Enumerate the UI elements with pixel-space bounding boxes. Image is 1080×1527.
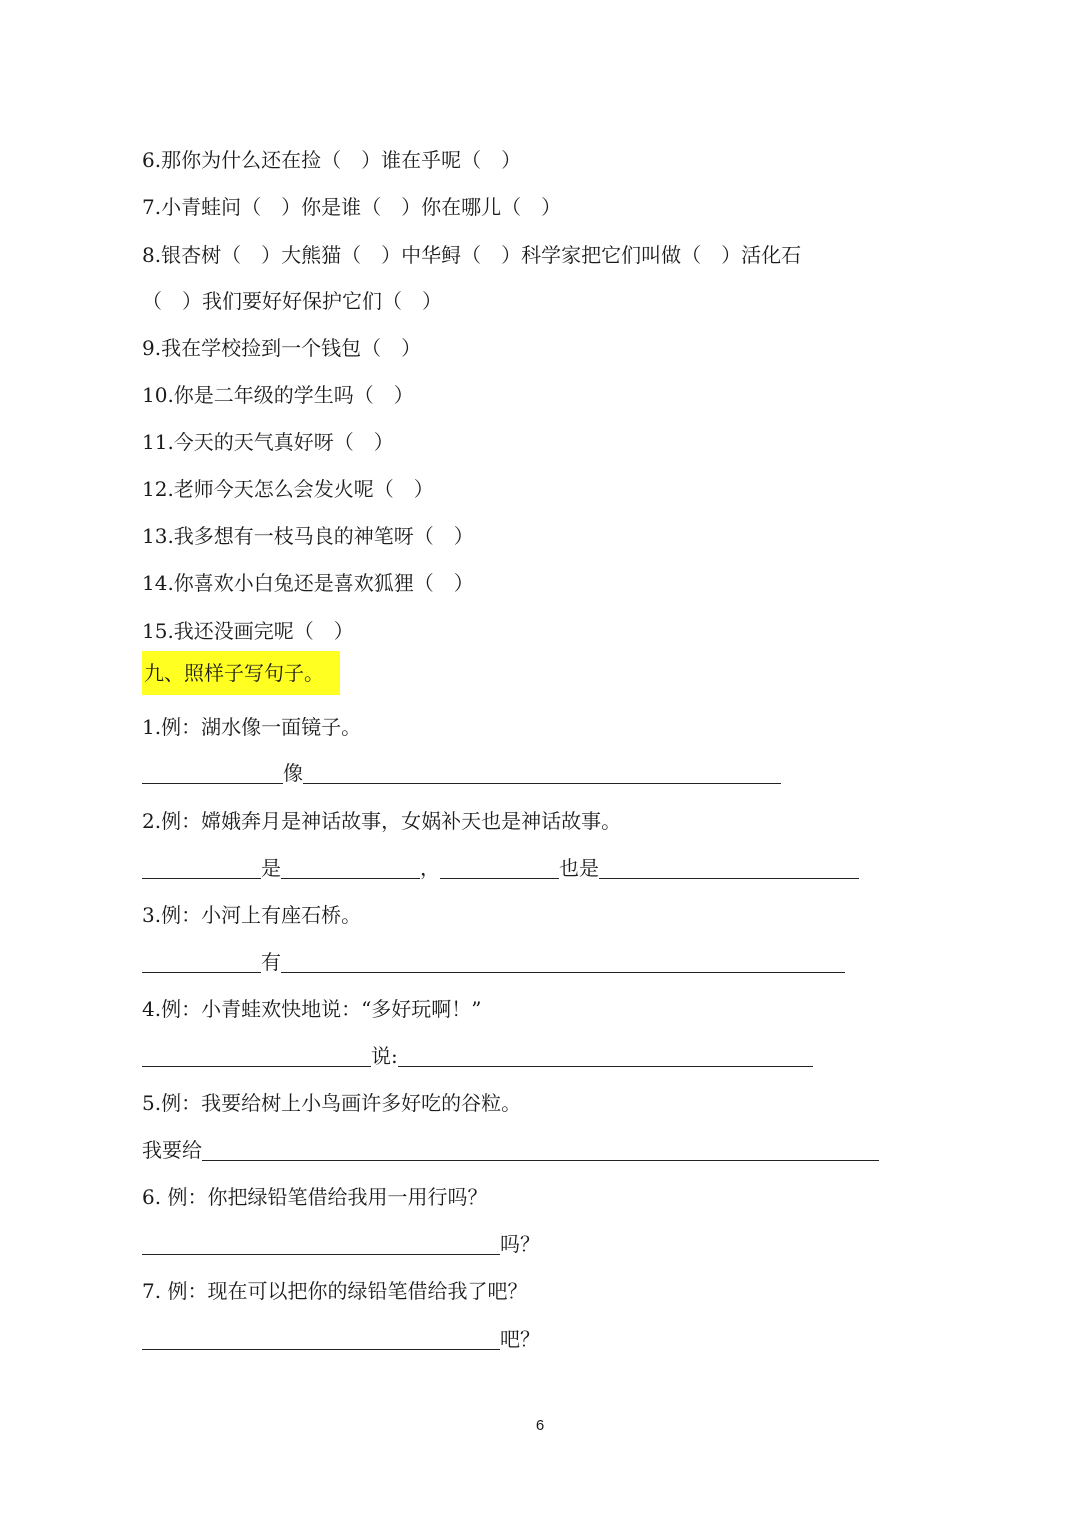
exercise-item-8: 8.银杏树（ ）大熊猫（ ）中华鲟（ ）科学家把它们叫做（ ）活化石 <box>142 243 802 267</box>
blank-field[interactable] <box>440 856 559 879</box>
fill-word: 吗？ <box>500 1232 540 1256</box>
blank-field[interactable] <box>142 1327 500 1350</box>
example-4: 4.例：小青蛙欢快地说：“多好玩啊！” <box>142 997 482 1021</box>
section-heading: 九、照样子写句子。 <box>142 651 340 695</box>
example-3: 3.例：小河上有座石桥。 <box>142 903 362 927</box>
fill-word: 吧？ <box>500 1327 540 1351</box>
exercise-item-6: 6.那你为什么还在捡（ ）谁在乎呢（ ） <box>142 148 522 172</box>
example-1: 1.例：湖水像一面镜子。 <box>142 715 362 739</box>
example-2: 2.例：嫦娥奔月是神话故事，女娲补天也是神话故事。 <box>142 809 622 833</box>
example-7: 7. 例：现在可以把你的绿铅笔借给我了吧？ <box>142 1279 528 1303</box>
example-6: 6. 例：你把绿铅笔借给我用一用行吗？ <box>142 1185 488 1209</box>
blank-field[interactable] <box>398 1044 813 1067</box>
fill-word: 也是 <box>559 856 599 880</box>
blank-field[interactable] <box>303 761 781 784</box>
exercise-item-13: 13.我多想有一枝马良的神笔呀（ ） <box>142 524 474 548</box>
blank-field[interactable] <box>142 1232 500 1255</box>
answer-line-2 <box>142 853 859 883</box>
answer-line-4 <box>142 1041 813 1071</box>
blank-field[interactable] <box>281 856 420 879</box>
fill-word: ， <box>420 856 440 880</box>
exercise-item-12: 12.老师今天怎么会发火呢（ ） <box>142 477 434 501</box>
answer-line-7 <box>142 1324 540 1354</box>
exercise-item-11: 11.今天的天气真好呀（ ） <box>142 430 394 454</box>
fill-word: 有 <box>261 950 281 974</box>
answer-line-5 <box>142 1135 879 1165</box>
exercise-item-7: 7.小青蛙问（ ）你是谁（ ）你在哪儿（ ） <box>142 195 562 219</box>
exercise-item-8-continued: （ ）我们要好好保护它们（ ） <box>142 289 442 313</box>
exercise-item-14: 14.你喜欢小白兔还是喜欢狐狸（ ） <box>142 571 474 595</box>
blank-field[interactable] <box>142 856 261 879</box>
exercise-item-10: 10.你是二年级的学生吗（ ） <box>142 383 414 407</box>
answer-line-6 <box>142 1229 540 1259</box>
fill-word: 是 <box>261 856 281 880</box>
fill-word: 像 <box>283 761 303 785</box>
fill-word: 说: <box>371 1044 398 1068</box>
blank-field[interactable] <box>142 950 261 973</box>
answer-line-1 <box>142 758 781 788</box>
page-number: 6 <box>535 1417 545 1434</box>
exercise-item-9: 9.我在学校捡到一个钱包（ ） <box>142 336 422 360</box>
blank-field[interactable] <box>142 1044 371 1067</box>
blank-field[interactable] <box>202 1138 879 1161</box>
exercise-item-15: 15.我还没画完呢（ ） <box>142 619 354 643</box>
blank-field[interactable] <box>599 856 859 879</box>
fill-word: 我要给 <box>142 1138 202 1162</box>
blank-field[interactable] <box>142 761 283 784</box>
blank-field[interactable] <box>281 950 845 973</box>
example-5: 5.例：我要给树上小鸟画许多好吃的谷粒。 <box>142 1091 522 1115</box>
answer-line-3 <box>142 947 845 977</box>
